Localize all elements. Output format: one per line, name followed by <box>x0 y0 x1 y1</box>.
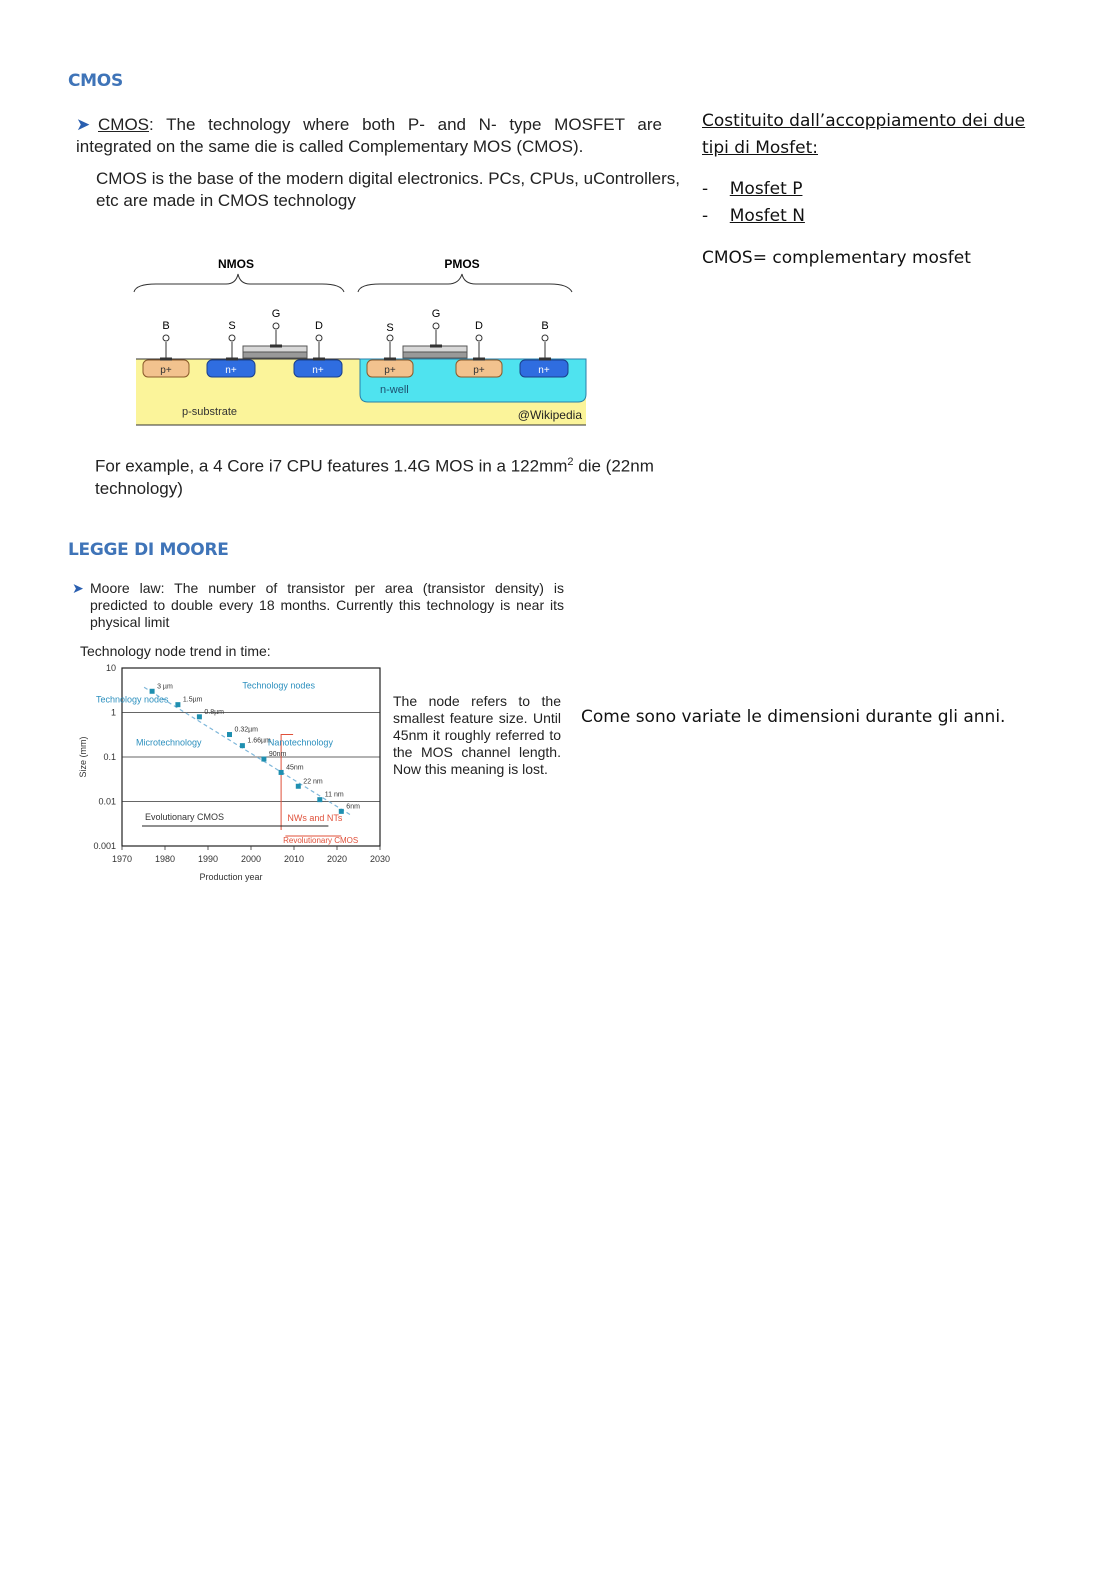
nmos-brace <box>134 274 344 292</box>
point-label: 1.66µm <box>247 737 271 745</box>
point-label: 90nm <box>268 751 287 759</box>
point-label: 0.8µm <box>204 708 225 716</box>
cmos-term: CMOS <box>98 115 149 134</box>
region-label: Microtechnology <box>136 737 202 748</box>
terminal-label: B <box>541 320 549 332</box>
x-tick-label: 1970 <box>111 854 133 864</box>
data-point <box>296 784 301 789</box>
cmos-cross-section-diagram <box>126 252 596 432</box>
region-label: p+ <box>384 365 396 376</box>
region-label: Technology nodes <box>242 680 315 691</box>
mosfet-p-item: Mosfet P <box>729 179 803 199</box>
cmos-definition: : The technology where both P- and N- type MOSFET are integrated on the same die is called Complementary MOS (CMOS). <box>76 115 662 156</box>
example-text: For example, a 4 Core i7 CPU features 1.4G MOS in a 122mm <box>95 456 568 476</box>
pmos-label: PMOS <box>444 257 480 271</box>
moore-law-text: Moore law: The number of transistor per area (transistor density) is predicted to double every 18 months. Currently this technology is near its physical limit <box>90 580 564 630</box>
point-label: 45nm <box>286 764 304 772</box>
moore-heading: LEGGE DI MOORE <box>68 540 229 560</box>
point-label: 11 nm <box>324 791 344 799</box>
bullet-arrow-icon: ➤ <box>76 115 91 134</box>
data-point <box>175 702 180 707</box>
y-tick-label: 0.1 <box>103 752 116 762</box>
data-point <box>240 743 245 748</box>
y-tick-label: 0.01 <box>98 796 116 807</box>
y-axis-label: Size (mm) <box>78 736 88 778</box>
nmos-gate-oxide <box>243 352 307 358</box>
data-point <box>261 757 266 762</box>
region-label: Nanotechnology <box>267 737 333 748</box>
point-label: 3 µm <box>157 683 173 691</box>
point-label: 1.5µm <box>182 696 203 704</box>
data-point <box>317 797 322 802</box>
cmos-heading: CMOS <box>68 71 123 91</box>
terminal-label: D <box>315 320 323 332</box>
point-label: 6nm <box>346 803 360 811</box>
region-label: n+ <box>225 365 237 376</box>
side-note-title-text: Costituito dall’accoppiamento dei due tipi di Mosfet: <box>702 111 1026 158</box>
cmos-paragraph: CMOS is the base of the modern digital electronics. PCs, CPUs, uControllers, etc are made in CMOS technology <box>96 169 680 210</box>
region-label: NWs and NTs <box>287 813 343 823</box>
example-text-end: die (22nm technology) <box>95 456 654 498</box>
data-point <box>227 732 232 737</box>
x-axis-label: Production year <box>199 872 263 882</box>
region-label: Technology nodes <box>96 694 169 705</box>
n-well-label: n-well <box>380 384 409 396</box>
region-label: Revolutionary CMOS <box>283 836 359 845</box>
region-label: n+ <box>312 365 324 376</box>
cmos-definition-note: CMOS= complementary mosfet <box>702 248 971 268</box>
x-tick-label: 2020 <box>326 854 348 864</box>
y-tick-label: 0.001 <box>93 841 116 851</box>
x-tick-label: 1980 <box>154 854 176 864</box>
terminal-label: G <box>431 308 441 320</box>
example-superscript: 2 <box>567 456 574 468</box>
x-tick-label: 1990 <box>197 854 219 864</box>
chart-note: The node refers to the smallest feature size. Until 45nm it roughly referred to the MOS channel length. Now this meaning is lost. <box>393 693 561 777</box>
side-note-title <box>702 108 1032 162</box>
y-tick-label: 1 <box>110 707 116 718</box>
x-tick-label: 2030 <box>369 854 391 864</box>
side-note-item: - Mosfet P <box>702 179 803 199</box>
terminal-label: D <box>475 320 483 332</box>
side-note-item: - Mosfet N <box>702 206 805 226</box>
terminal-label: S <box>228 320 236 332</box>
chart-caption: Technology node trend in time: <box>80 643 271 659</box>
x-tick-label: 2010 <box>283 854 305 864</box>
mosfet-n-item: Mosfet N <box>729 206 805 226</box>
region-label: n+ <box>538 365 550 376</box>
pmos-brace <box>358 274 572 292</box>
p-substrate-label: p-substrate <box>182 406 238 418</box>
region-label: p+ <box>473 365 485 376</box>
technology-node-chart <box>74 660 394 888</box>
data-point <box>279 770 284 775</box>
terminal-label: G <box>271 308 281 320</box>
region-label: p+ <box>160 365 172 376</box>
moore-bullet <box>72 580 564 631</box>
point-label: 22 nm <box>303 778 323 786</box>
region-label: Evolutionary CMOS <box>145 812 225 822</box>
y-tick-label: 10 <box>105 663 116 673</box>
moore-comment: Come sono variate le dimensioni durante gli anni. <box>581 707 1006 727</box>
data-point <box>150 689 155 694</box>
terminal-label: B <box>162 320 170 332</box>
cmos-bullet <box>76 114 662 158</box>
nmos-label: NMOS <box>218 257 254 271</box>
terminal-contacts <box>160 323 551 359</box>
data-point <box>197 714 202 719</box>
terminal-label: S <box>386 322 394 334</box>
cmos-example <box>95 451 685 500</box>
x-tick-label: 2000 <box>240 854 262 864</box>
wikipedia-credit: @Wikipedia <box>517 408 582 422</box>
pmos-gate-oxide <box>403 352 467 358</box>
point-label: 0.32µm <box>234 726 258 734</box>
bullet-arrow-icon: ➤ <box>72 580 84 596</box>
